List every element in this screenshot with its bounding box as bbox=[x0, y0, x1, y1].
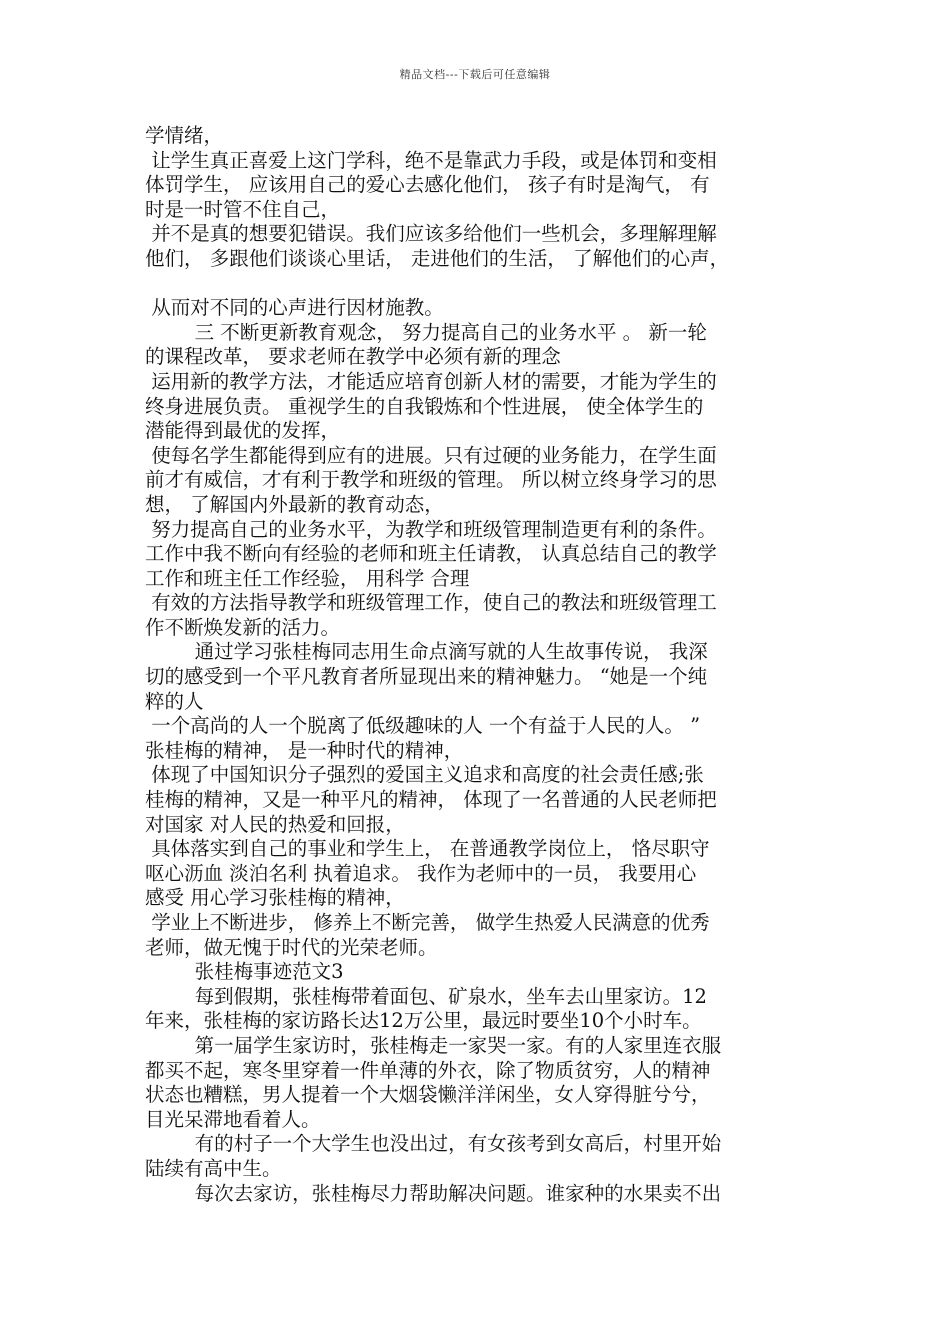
text-line: 三 不断更新教育观念， 努力提高自己的业务水平 。 新一轮 bbox=[145, 320, 707, 344]
text-line: 有效的方法指导教学和班级管理工作，使自己的教法和班级管理工 bbox=[145, 591, 717, 615]
text-line: 通过学习张桂梅同志用生命点滴写就的人生故事传说， 我深 bbox=[145, 640, 708, 664]
text-line: 切的感受到一个平凡教育者所显现出来的精神魅力。 “她是一个纯 bbox=[145, 665, 708, 689]
text-line: 想， 了解国内外最新的教育动态， bbox=[145, 492, 444, 516]
page-header: 精品文档---下载后可任意编辑 bbox=[399, 68, 551, 81]
text-line: 工作和班主任工作经验， 用科学 合理 bbox=[145, 566, 470, 590]
text-line: 运用新的教学方法，才能适应培育创新人材的需要，才能为学生的 bbox=[145, 369, 717, 393]
text-line: 终身进展负责。 重视学生的自我锻炼和个性进展， 使全体学生的 bbox=[145, 394, 704, 418]
text-line: 有的村子一个大学生也没出过，有女孩考到女高后，村里开始 bbox=[145, 1132, 722, 1156]
text-line: 前才有威信，才有利于教学和班级的管理。 所以树立终身学习的思 bbox=[145, 468, 717, 492]
text-line: 使每名学生都能得到应有的进展。只有过硬的业务能力，在学生面 bbox=[145, 443, 717, 467]
text-line: 体罚学生， 应该用自己的爱心去感化他们， 孩子有时是淘气， 有 bbox=[145, 173, 710, 197]
text-line: 年来，张桂梅的家访路长达12万公里，最远时要坐10个小时车。 bbox=[145, 1009, 702, 1033]
text-line: 工作中我不断向有经验的老师和班主任请教， 认真总结自己的教学 bbox=[145, 542, 717, 566]
text-line: 让学生真正喜爱上这门学科，绝不是靠武力手段，或是体罚和变相 bbox=[145, 148, 717, 172]
text-line: 每次去家访，张桂梅尽力帮助解决问题。谁家种的水果卖不出 bbox=[145, 1181, 722, 1205]
text-line: 呕心沥血 淡泊名利 执着追求。 我作为老师中的一员， 我要用心 bbox=[145, 861, 697, 885]
text-line: 第一届学生家访时，张桂梅走一家哭一家。有的人家里连衣服 bbox=[145, 1033, 722, 1057]
text-line: 潜能得到最优的发挥， bbox=[145, 419, 341, 443]
text-line: 他们， 多跟他们谈谈心里话， 走进他们的生活， 了解他们的心声， bbox=[145, 246, 730, 270]
text-line: 都买不起，寒冬里穿着一件单薄的外衣，除了物质贫穷，人的精神 bbox=[145, 1058, 711, 1082]
text-line: 并不是真的想要犯错误。我们应该多给他们一些机会，多理解理解 bbox=[145, 222, 717, 246]
document-body bbox=[145, 124, 810, 1206]
text-line: 作不断焕发新的活力。 bbox=[145, 615, 341, 639]
text-line: 目光呆滞地看着人。 bbox=[145, 1107, 321, 1131]
text-line: 学情绪， bbox=[145, 124, 224, 147]
text-line: 具体落实到自己的事业和学生上， 在普通教学岗位上， 恪尽职守 bbox=[145, 837, 710, 861]
text-line: 粹的人 bbox=[145, 689, 204, 713]
text-line: 桂梅的精神，又是一种平凡的精神， 体现了一名普通的人民老师把 bbox=[145, 788, 717, 812]
text-line: 的课程改革， 要求老师在教学中必须有新的理念 bbox=[145, 345, 561, 369]
text-line: 体现了中国知识分子强烈的爱国主义追求和高度的社会责任感;张 bbox=[145, 763, 704, 787]
text-line: 时是一时管不住自己， bbox=[145, 197, 341, 221]
text-line: 学业上不断进步， 修养上不断完善， 做学生热爱人民满意的优秀 bbox=[145, 911, 710, 934]
text-line: 状态也糟糕，男人提着一个大烟袋懒洋洋闲坐，女人穿得脏兮兮， bbox=[145, 1083, 711, 1107]
text-line: 张桂梅事迹范文3 bbox=[145, 960, 344, 984]
text-line: 对国家 对人民的热爱和回报， bbox=[145, 812, 405, 836]
text-line: 张桂梅的精神， 是一种时代的精神， bbox=[145, 738, 464, 762]
text-line: 一个高尚的人一个脱离了低级趣味的人 一个有益于人民的人。 ” bbox=[145, 714, 701, 738]
text-line: 老师，做无愧于时代的光荣老师。 bbox=[145, 935, 438, 959]
text-line: 从而对不同的心声进行因材施教。 bbox=[145, 296, 444, 320]
text-line: 感受 用心学习张桂梅的精神， bbox=[145, 886, 405, 910]
text-line: 每到假期，张桂梅带着面包、矿泉水，坐车去山里家访。12 bbox=[145, 984, 707, 1008]
text-line: 努力提高自己的业务水平，为教学和班级管理制造更有利的条件。 bbox=[145, 517, 717, 541]
text-line: 陆续有高中生。 bbox=[145, 1156, 282, 1180]
blank-line bbox=[145, 272, 810, 297]
